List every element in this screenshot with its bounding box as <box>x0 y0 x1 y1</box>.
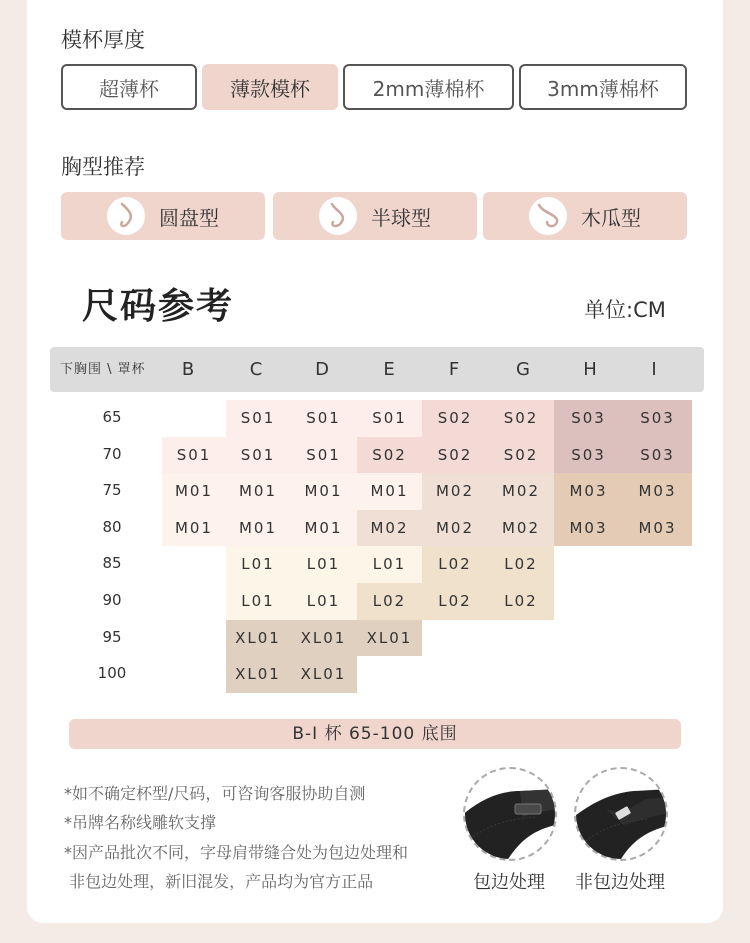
papaya-breast-icon <box>529 197 567 235</box>
size-cell: S01 <box>162 437 226 474</box>
note-line: *因产品批次不同，字母肩带缝合处为包边处理和 <box>64 843 409 862</box>
size-cell: S01 <box>290 400 357 437</box>
round-breast-icon <box>107 197 145 235</box>
size-cell: L01 <box>226 583 290 620</box>
column-header-e: E <box>383 359 395 380</box>
size-cell: S03 <box>554 437 623 474</box>
size-cell: S03 <box>554 400 623 437</box>
thickness-option-thin-mold[interactable]: 薄款模杯 <box>202 64 338 110</box>
column-header-f: F <box>448 359 460 380</box>
size-cell: S02 <box>488 437 554 474</box>
size-cell: XL01 <box>290 620 357 657</box>
size-range-bar: B-I 杯 65-100 底围 <box>69 719 681 749</box>
size-cell: S01 <box>357 400 422 437</box>
size-cell: M03 <box>623 510 692 547</box>
size-table-header <box>50 347 704 392</box>
size-cell: XL01 <box>226 656 290 693</box>
column-header-b: B <box>181 359 195 380</box>
size-cell: M02 <box>488 473 554 510</box>
row-label: 70 <box>102 444 122 463</box>
hemisphere-breast-icon <box>319 197 357 235</box>
corner-header: 下胸围 \ 罩杯 <box>60 362 146 377</box>
size-cell: M02 <box>488 510 554 547</box>
size-cell: M01 <box>290 473 357 510</box>
size-cell: S03 <box>623 400 692 437</box>
column-header-h: H <box>583 359 597 380</box>
column-header-d: D <box>315 359 329 380</box>
shape-option-papaya[interactable] <box>483 192 687 240</box>
thickness-option-2mm[interactable]: 2mm薄棉杯 <box>343 64 514 110</box>
size-cell: S01 <box>226 437 290 474</box>
size-cell: L02 <box>488 546 554 583</box>
strap-sample-label: 非包边处理 <box>575 872 665 893</box>
size-cell: S01 <box>290 437 357 474</box>
size-cell: M02 <box>422 473 488 510</box>
note-line: *吊牌名称线雕软支撑 <box>64 813 217 832</box>
row-label: 75 <box>102 481 122 500</box>
size-cell: M01 <box>226 473 290 510</box>
row-label: 65 <box>102 408 122 426</box>
size-cell: M01 <box>290 510 357 547</box>
size-cell: XL01 <box>290 656 357 693</box>
column-header-g: G <box>516 359 530 380</box>
size-cell: M02 <box>357 510 422 547</box>
row-label: 85 <box>102 554 122 573</box>
size-cell: S02 <box>422 437 488 474</box>
size-cell: M01 <box>357 473 422 510</box>
size-cell: S02 <box>488 400 554 437</box>
row-label: 95 <box>102 627 122 646</box>
size-cell: S03 <box>623 437 692 474</box>
size-cell: L01 <box>357 546 422 583</box>
row-label: 100 <box>97 664 127 683</box>
size-cell: L01 <box>290 546 357 583</box>
unwrapped-edge-strap-icon <box>574 767 668 861</box>
size-cell: L02 <box>357 583 422 620</box>
size-cell: L02 <box>488 583 554 620</box>
size-cell: M03 <box>554 473 623 510</box>
column-header-i: I <box>651 359 657 380</box>
size-cell: L01 <box>226 546 290 583</box>
size-cell: L01 <box>290 583 357 620</box>
note-line: 非包边处理，新旧混发，产品均为官方正品 <box>64 872 374 891</box>
thickness-option-3mm[interactable]: 3mm薄棉杯 <box>519 64 687 110</box>
shape-option-hemisphere[interactable] <box>273 192 477 240</box>
row-label: 90 <box>102 591 122 609</box>
strap-sample-label: 包边处理 <box>473 872 545 893</box>
size-cell: S02 <box>422 400 488 437</box>
shape-option-label: 木瓜型 <box>581 205 641 230</box>
thickness-title: 模杯厚度 <box>61 28 145 52</box>
size-cell: S01 <box>226 400 290 437</box>
row-label: 80 <box>102 517 122 536</box>
size-cell: M01 <box>162 473 226 510</box>
size-cell: L02 <box>422 546 488 583</box>
size-chart-title: 尺码参考 <box>82 286 235 327</box>
breast-shape-title: 胸型推荐 <box>61 155 145 179</box>
size-cell: S02 <box>357 437 422 474</box>
size-cell: L02 <box>422 583 488 620</box>
size-cell: M01 <box>162 510 226 547</box>
size-cell: XL01 <box>357 620 422 657</box>
size-cell: M02 <box>422 510 488 547</box>
shape-option-label: 圆盘型 <box>159 205 219 230</box>
size-cell: M03 <box>554 510 623 547</box>
column-header-c: C <box>249 359 263 380</box>
size-chart-unit: 单位:CM <box>584 298 666 322</box>
thickness-option-ultra-thin[interactable]: 超薄杯 <box>61 64 197 110</box>
size-cell: M01 <box>226 510 290 547</box>
shape-option-round[interactable] <box>61 192 265 240</box>
shape-option-label: 半球型 <box>371 205 431 230</box>
size-cell: M03 <box>623 473 692 510</box>
note-line: *如不确定杯型/尺码，可咨询客服协助自测 <box>64 784 366 803</box>
wrapped-edge-strap-icon <box>463 767 557 861</box>
size-cell: XL01 <box>226 620 290 657</box>
